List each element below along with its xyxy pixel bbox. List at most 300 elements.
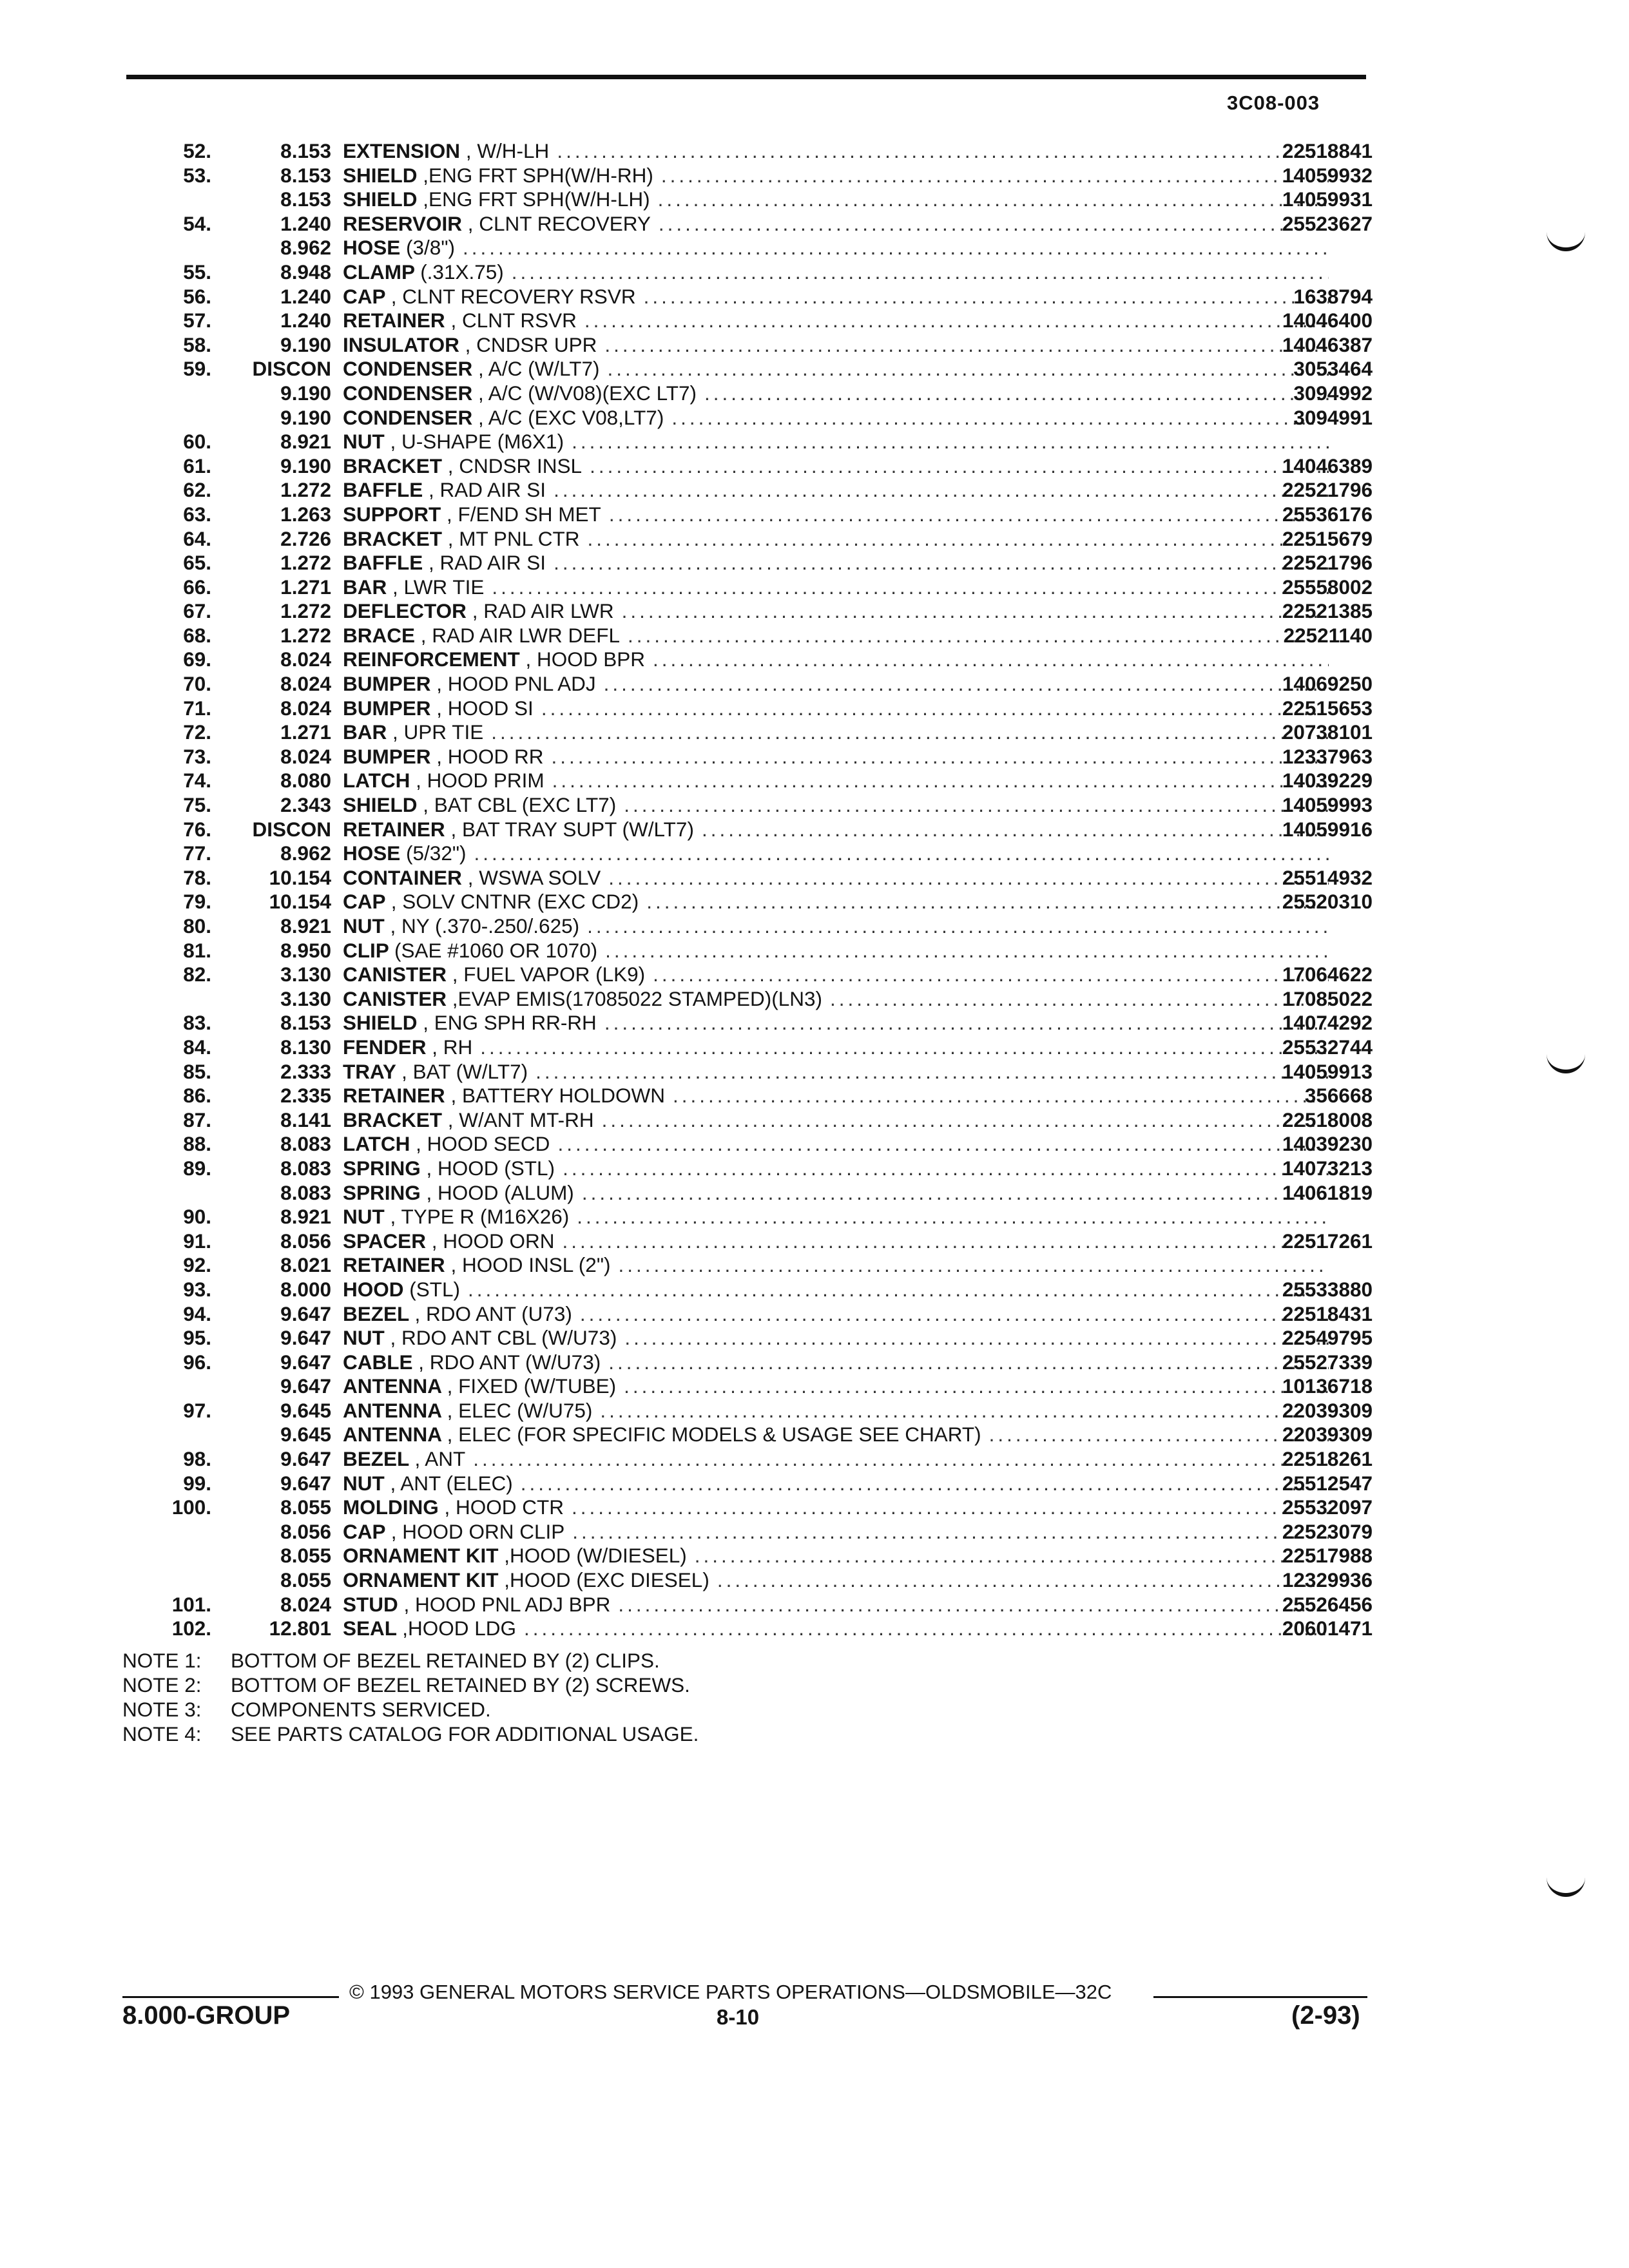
part-row [110,309,1373,333]
part-row [110,1181,1373,1206]
group-number: 9.647 [280,1302,331,1325]
item-number: 95. [183,1326,211,1350]
part-row [110,1302,1373,1327]
parts-list [110,139,1373,1641]
description-text [343,309,584,333]
description-text [343,1132,557,1157]
group-number: 9.190 [280,405,331,429]
part-name: HOSE [343,841,401,865]
description-text [343,454,590,479]
part-qualifier: , HOOD ORN CLIP [390,1519,565,1543]
leader-dots [557,1132,1329,1157]
description [343,1011,1329,1035]
description [343,1205,1329,1229]
item-number: 102. [171,1617,211,1640]
part-number: 22039309 [1282,1398,1373,1422]
part-qualifier: (SAE #1060 OR 1070) [394,938,598,962]
part-name: RETAINER [343,1253,445,1277]
item-number: 87. [183,1108,211,1131]
description [343,236,1329,260]
group-number: 3.130 [280,986,331,1010]
part-row [110,1132,1373,1157]
part-qualifier: ,HOOD (W/DIESEL) [504,1544,687,1568]
part-name: RETAINER [343,817,445,841]
part-row [110,430,1373,454]
leader-dots [717,1568,1329,1593]
leader-dots [673,1084,1329,1108]
item-number: 63. [183,502,211,526]
item-number: 73. [183,744,211,768]
part-qualifier: , CLNT RECOVERY [467,211,651,235]
description-text [343,1447,473,1472]
part-row [110,1084,1373,1108]
description [343,1593,1329,1617]
leader-dots [644,285,1329,309]
part-qualifier: , BAT TRAY SUPT (W/LT7) [450,817,694,841]
part-number: 22521385 [1282,599,1373,623]
part-name: NUT [343,1205,385,1229]
item-number: 89. [183,1156,211,1180]
description [343,381,1329,406]
leader-dots [604,333,1329,358]
leader-dots [572,430,1329,454]
part-name: RETAINER [343,1084,445,1108]
group-number: 2.343 [280,793,331,817]
part-row [110,551,1373,575]
leader-dots [557,139,1329,164]
description [343,454,1329,479]
leader-dots [554,478,1329,503]
part-qualifier: , HOOD ORN [431,1229,555,1253]
part-qualifier: , RDO ANT (U73) [414,1302,572,1325]
description [343,914,1329,939]
part-row [110,963,1373,987]
item-number: 74. [183,769,211,793]
description-text [343,1593,618,1617]
part-number: 356668 [1304,1084,1373,1108]
leader-dots [604,1011,1329,1035]
description-text [343,672,604,697]
leader-dots [659,212,1329,236]
description [343,745,1329,769]
copyright-notice: © 1993 GENERAL MOTORS SERVICE PARTS OPERATIONS—OLDSMOBILE—32C [349,1981,1112,2003]
part-name: HOOD [343,1277,404,1301]
part-qualifier: , CLNT RECOVERY RSVR [390,284,636,308]
leader-dots [989,1423,1329,1447]
part-number: 20601471 [1282,1617,1373,1640]
part-number: 22518008 [1282,1108,1373,1131]
part-qualifier: , FUEL VAPOR (LK9) [452,963,646,986]
binding-hole-mark [1547,1878,1585,1897]
leader-dots [619,1253,1329,1278]
group-number: 8.141 [280,1108,331,1131]
part-number: 14039230 [1282,1132,1373,1156]
part-name: NUT [343,914,385,937]
group-number: 1.272 [280,478,331,502]
leader-dots [580,1302,1329,1327]
item-number: 90. [183,1205,211,1229]
group-number: 8.056 [280,1229,331,1253]
description-text [343,1399,600,1423]
group-number: 8.948 [280,260,331,284]
part-qualifier: ,ENG FRT SPH(W/H-LH) [423,187,650,211]
part-qualifier: , RAD AIR LWR [472,599,614,623]
part-number: 3053464 [1293,357,1373,381]
part-name: SEAL [343,1617,397,1640]
date-code: (2-93) [1291,2001,1360,2030]
leader-dots [628,624,1329,648]
part-qualifier: , ELEC (FOR SPECIFIC MODELS & USAGE SEE CHART) [447,1423,981,1446]
part-row [110,1472,1373,1496]
leader-dots [622,599,1329,624]
leader-dots [577,1205,1329,1229]
part-qualifier: , ANT (ELEC) [390,1471,513,1495]
part-number: 25526456 [1282,1592,1373,1616]
part-row [110,697,1373,721]
description-text [343,987,830,1012]
description [343,793,1329,818]
group-number: 9.190 [280,381,331,405]
part-qualifier: , WSWA SOLV [467,865,601,889]
part-qualifier: , CNDSR UPR [465,332,597,356]
part-number: 22039309 [1282,1423,1373,1446]
part-name: ANTENNA [343,1374,441,1398]
item-number: 72. [183,720,211,744]
part-qualifier: , TYPE R (M16X26) [390,1205,570,1229]
group-number: 8.962 [280,841,331,865]
part-qualifier: (.31X.75) [420,260,504,284]
leader-dots [646,890,1329,914]
group-number: 12.801 [269,1617,331,1640]
part-row [110,624,1373,648]
part-qualifier: , HOOD PNL ADJ [436,672,596,696]
part-qualifier: , RAD AIR SI [429,478,546,502]
group-number: 1.263 [280,502,331,526]
part-row [110,1229,1373,1254]
description [343,1181,1329,1206]
description [343,1157,1329,1181]
part-name: NUT [343,1471,385,1495]
part-number: 22549795 [1282,1326,1373,1350]
part-name: CAP [343,284,385,308]
part-number: 14074292 [1282,1011,1373,1035]
note-text: SEE PARTS CATALOG FOR ADDITIONAL USAGE. [231,1722,699,1745]
part-row [110,672,1373,697]
part-number: 1638794 [1293,284,1373,308]
item-number: 59. [183,357,211,381]
leader-dots [468,1278,1329,1302]
leader-dots [608,1350,1329,1375]
item-number: 96. [183,1350,211,1374]
description [343,551,1329,575]
description-text [343,575,492,600]
part-row [110,818,1373,842]
part-number: 3094992 [1293,381,1373,405]
leader-dots [552,745,1329,769]
description-text [343,866,608,890]
group-number: 9.647 [280,1374,331,1398]
part-number: 25532744 [1282,1035,1373,1059]
description [343,1544,1329,1568]
description-text [343,551,554,575]
leader-dots [587,914,1329,939]
part-qualifier: , F/END SH MET [447,502,601,526]
description [343,1302,1329,1327]
part-name: BAR [343,575,387,599]
part-name: REINFORCEMENT [343,648,520,671]
part-row [110,769,1373,793]
part-row [110,1205,1373,1229]
leader-dots [588,527,1329,552]
part-qualifier: , HOOD CTR [444,1495,564,1519]
part-qualifier: , LWR TIE [392,575,485,599]
part-qualifier: ,ENG FRT SPH(W/H-RH) [423,163,653,187]
description-text [343,357,607,381]
description [343,1617,1329,1641]
leader-dots [582,1181,1329,1206]
part-number: 22521796 [1282,551,1373,575]
part-number: 14046400 [1282,309,1373,332]
part-row [110,745,1373,769]
part-row [110,1423,1373,1447]
part-name: BRACKET [343,1108,442,1131]
description [343,1132,1329,1157]
description [343,285,1329,309]
description [343,987,1329,1012]
item-number: 65. [183,551,211,575]
part-row [110,478,1373,503]
part-qualifier: , W/ANT MT-RH [447,1108,594,1131]
part-row [110,503,1373,527]
group-number: 8.056 [280,1519,331,1543]
description [343,187,1329,212]
part-number: 14061819 [1282,1180,1373,1204]
group-number: 8.024 [280,672,331,696]
part-row [110,406,1373,430]
group-number: 8.055 [280,1544,331,1568]
part-qualifier: , A/C (EXC V08,LT7) [478,405,664,429]
description-text [343,841,474,866]
leader-dots [524,1617,1329,1641]
description-text [343,624,628,648]
part-name: CAP [343,890,385,914]
leader-dots [624,1374,1329,1399]
item-number: 53. [183,163,211,187]
part-number: 14059931 [1282,187,1373,211]
item-number: 91. [183,1229,211,1253]
part-row [110,841,1373,866]
part-number: 14039229 [1282,769,1373,793]
item-number: 71. [183,696,211,720]
group-number: 8.083 [280,1180,331,1204]
description [343,1035,1329,1060]
part-number: 14059993 [1282,793,1373,817]
part-row [110,793,1373,818]
part-name: ORNAMENT KIT [343,1544,499,1568]
leader-dots [480,1035,1329,1060]
description [343,1060,1329,1084]
leader-dots [474,841,1329,866]
group-number: 1.240 [280,284,331,308]
description-text [343,1374,624,1399]
description [343,430,1329,454]
leader-dots [702,818,1329,842]
part-name: INSULATOR [343,332,459,356]
description [343,406,1329,430]
leader-dots [830,987,1329,1012]
description [343,212,1329,236]
item-number: 67. [183,599,211,623]
part-row [110,1108,1373,1133]
group-number: 8.055 [280,1568,331,1592]
part-number: 17085022 [1282,986,1373,1010]
leader-dots [604,672,1329,697]
part-qualifier: , UPR TIE [392,720,484,744]
leader-dots [618,1593,1329,1617]
group-number: 9.645 [280,1398,331,1422]
leader-dots [602,1108,1329,1133]
description-text [343,793,624,818]
item-number: 94. [183,1302,211,1325]
description [343,963,1329,987]
part-qualifier: , HOOD SECD [416,1132,550,1156]
description [343,527,1329,552]
description-text [343,212,659,236]
group-number: 8.921 [280,430,331,454]
item-number: 84. [183,1035,211,1059]
part-number: 22518261 [1282,1447,1373,1471]
description [343,1495,1329,1520]
note-label: NOTE 2: [122,1673,202,1696]
part-name: SPRING [343,1180,421,1204]
part-qualifier: , ELEC (W/U75) [447,1398,593,1422]
part-number: 10136718 [1282,1374,1373,1398]
description-text [343,1108,602,1133]
group-number: 9.647 [280,1447,331,1471]
note-line [122,1722,699,1746]
note-text: COMPONENTS SERVICED. [231,1698,491,1721]
item-number: 82. [183,963,211,986]
part-number: 14046389 [1282,454,1373,477]
part-number: 22518841 [1282,139,1373,162]
description [343,139,1329,164]
part-row [110,720,1373,745]
description-text [343,1423,989,1447]
group-number: 8.153 [280,187,331,211]
description-text [343,648,653,672]
part-qualifier: , RH [432,1035,473,1059]
description [343,672,1329,697]
part-name: RETAINER [343,309,445,332]
description-text [343,1520,572,1544]
description-text [343,1157,563,1181]
description-text [343,187,658,212]
part-row [110,599,1373,624]
item-number: 70. [183,672,211,696]
group-number: 1.272 [280,599,331,623]
part-qualifier: , BAT (W/LT7) [401,1059,528,1083]
group-number: 8.950 [280,938,331,962]
part-number: 22515679 [1282,526,1373,550]
description-text [343,697,541,721]
description-text [343,406,671,430]
page-code: 3C08-003 [1227,91,1320,114]
group-number: 2.333 [280,1059,331,1083]
part-number: 22517988 [1282,1544,1373,1568]
part-number: 25514932 [1282,865,1373,889]
group-number: 1.240 [280,211,331,235]
part-name: BRACE [343,623,416,647]
note-label: NOTE 1: [122,1649,202,1672]
group-number: 8.080 [280,769,331,793]
description-text [343,430,572,454]
part-name: EXTENSION [343,139,461,162]
leader-dots [671,406,1329,430]
item-number: 92. [183,1253,211,1277]
part-name: HOSE [343,236,401,260]
description [343,478,1329,503]
group-number: 2.335 [280,1084,331,1108]
group-number: 1.271 [280,720,331,744]
description [343,1326,1329,1350]
part-name: NUT [343,1326,385,1350]
part-qualifier: (STL) [409,1277,461,1301]
part-qualifier: , A/C (W/V08)(EXC LT7) [478,381,697,405]
leader-dots [491,720,1329,745]
part-name: SHIELD [343,187,418,211]
description [343,260,1329,285]
part-qualifier: , MT PNL CTR [447,526,580,550]
group-number: 8.153 [280,1011,331,1035]
part-name: BAFFLE [343,478,423,502]
part-qualifier: , W/H-LH [465,139,550,162]
part-name: CONDENSER [343,357,473,381]
part-name: BRACKET [343,454,442,477]
description [343,648,1329,672]
item-number: 68. [183,623,211,647]
part-qualifier: , HOOD PRIM [416,769,545,793]
item-number: 75. [183,793,211,817]
part-name: SHIELD [343,163,418,187]
part-row [110,333,1373,358]
part-name: BEZEL [343,1447,409,1471]
part-number: 22523079 [1282,1519,1373,1543]
description-text [343,527,588,552]
item-number: 52. [183,139,211,162]
part-number: 20738101 [1282,720,1373,744]
description-text [343,1617,524,1641]
part-qualifier: , A/C (W/LT7) [478,357,600,381]
description [343,769,1329,793]
part-number: 25532097 [1282,1495,1373,1519]
part-name: SHIELD [343,1011,418,1035]
part-number: 12337963 [1282,744,1373,768]
item-number: 88. [183,1132,211,1156]
description-text [343,939,605,963]
leader-dots [661,164,1329,188]
description-text [343,1011,604,1035]
part-row [110,285,1373,309]
description [343,841,1329,866]
description-text [343,1472,521,1496]
leader-dots [653,648,1329,672]
part-number: 14059932 [1282,163,1373,187]
part-row [110,1350,1373,1375]
part-qualifier: (5/32") [406,841,467,865]
part-row [110,1593,1373,1617]
item-number: 58. [183,332,211,356]
group-number: 8.021 [280,1253,331,1277]
